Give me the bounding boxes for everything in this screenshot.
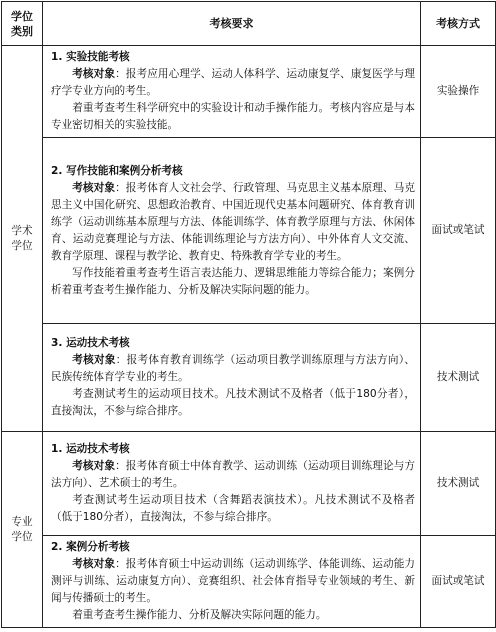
requirement-title: 2. 案例分析考核 bbox=[51, 541, 130, 553]
table-row bbox=[2, 46, 496, 138]
requirement-title: 1. 实验技能考核 bbox=[51, 51, 130, 63]
requirement-body: 考查测试考生运动项目技术（含舞蹈表演技术）。凡技术测试不及格者（低于180分者），直接淘汰，不参与综合排序。 bbox=[51, 494, 415, 523]
target-label: 考核对象 bbox=[72, 558, 116, 570]
requirement-target bbox=[51, 180, 415, 265]
table-row bbox=[2, 138, 496, 324]
requirement-target bbox=[51, 458, 415, 492]
table-row bbox=[2, 536, 496, 628]
requirement-target bbox=[51, 556, 415, 607]
degree-category-professional: 专业学位 bbox=[2, 432, 43, 628]
header-degree-type: 学位类别 bbox=[2, 2, 43, 46]
requirement-cell bbox=[43, 46, 421, 138]
requirement-cell bbox=[43, 324, 421, 432]
assessment-method: 技术测试 bbox=[421, 432, 496, 536]
target-text: ：报考体育硕士中运动训练（运动训练学、体能训练、运动能力测评与训练、运动康复方向）、竞赛组织、社会体育指导专业领域的考生、新闻与传播硕士的考生。 bbox=[51, 558, 416, 604]
target-label: 考核对象 bbox=[72, 68, 116, 80]
header-requirements: 考核要求 bbox=[43, 2, 421, 46]
assessment-table bbox=[1, 1, 496, 628]
header-method: 考核方式 bbox=[421, 2, 496, 46]
assessment-method: 面试或笔试 bbox=[421, 138, 496, 324]
requirement-target bbox=[51, 66, 415, 100]
requirement-body: 写作技能着重考查考生语言表达能力、逻辑思维能力等综合能力；案例分析着重考查考生操作能力、分析及解决实际问题的能力。 bbox=[51, 266, 415, 296]
degree-category-academic: 学术学位 bbox=[2, 46, 43, 432]
target-label: 考核对象 bbox=[72, 460, 116, 472]
table-row bbox=[2, 324, 496, 432]
table-header-row bbox=[2, 2, 496, 46]
target-text: ：报考体育人文社会学、行政管理、马克思主义基本原理、马克思主义中国化研究、思想政治教育、中国近现代史基本问题研究、体育教育训练学（运动训练基本原理与方法、体能训练学、体育教学原理与方法、休闲体育、运动竞赛理论与方法、体能训练理论与方法方向）、中外体育人文交流、教育学原理、课程与教学论、教育史、特殊教育学专业的考生。 bbox=[51, 181, 416, 262]
assessment-method: 实验操作 bbox=[421, 46, 496, 138]
target-text: ：报考体育教育训练学（运动项目教学训练原理与方法方向）、民族传统体育学专业的考生。 bbox=[51, 354, 416, 383]
table-row bbox=[2, 432, 496, 536]
target-label: 考核对象 bbox=[72, 354, 116, 366]
requirement-cell bbox=[43, 138, 421, 324]
requirement-cell bbox=[43, 536, 421, 628]
requirement-title: 3. 运动技术考核 bbox=[51, 337, 130, 349]
requirement-cell bbox=[43, 432, 421, 536]
requirement-body: 考查测试考生的运动项目技术。凡技术测试不及格者（低于180分者），直接淘汰，不参与综合排序。 bbox=[51, 388, 415, 417]
requirement-title: 1. 运动技术考核 bbox=[51, 443, 130, 455]
target-label: 考核对象 bbox=[72, 181, 116, 194]
assessment-method: 面试或笔试 bbox=[421, 536, 496, 628]
target-text: ：报考体育硕士中体育教学、运动训练（运动项目训练理论与方法方向）、艺术硕士的考生。 bbox=[51, 460, 416, 489]
requirement-target bbox=[51, 352, 415, 386]
requirement-body: 着重考查考生操作能力、分析及解决实际问题的能力。 bbox=[72, 609, 327, 621]
assessment-method: 技术测试 bbox=[421, 324, 496, 432]
requirement-title: 2. 写作技能和案例分析考核 bbox=[51, 164, 183, 177]
requirement-body: 着重考查考生科学研究中的实验设计和动手操作能力。考核内容应是与本专业密切相关的实验技能。 bbox=[51, 102, 415, 131]
target-text: ：报考应用心理学、运动人体科学、运动康复学、康复医学与理疗学专业方向的考生。 bbox=[51, 68, 416, 97]
